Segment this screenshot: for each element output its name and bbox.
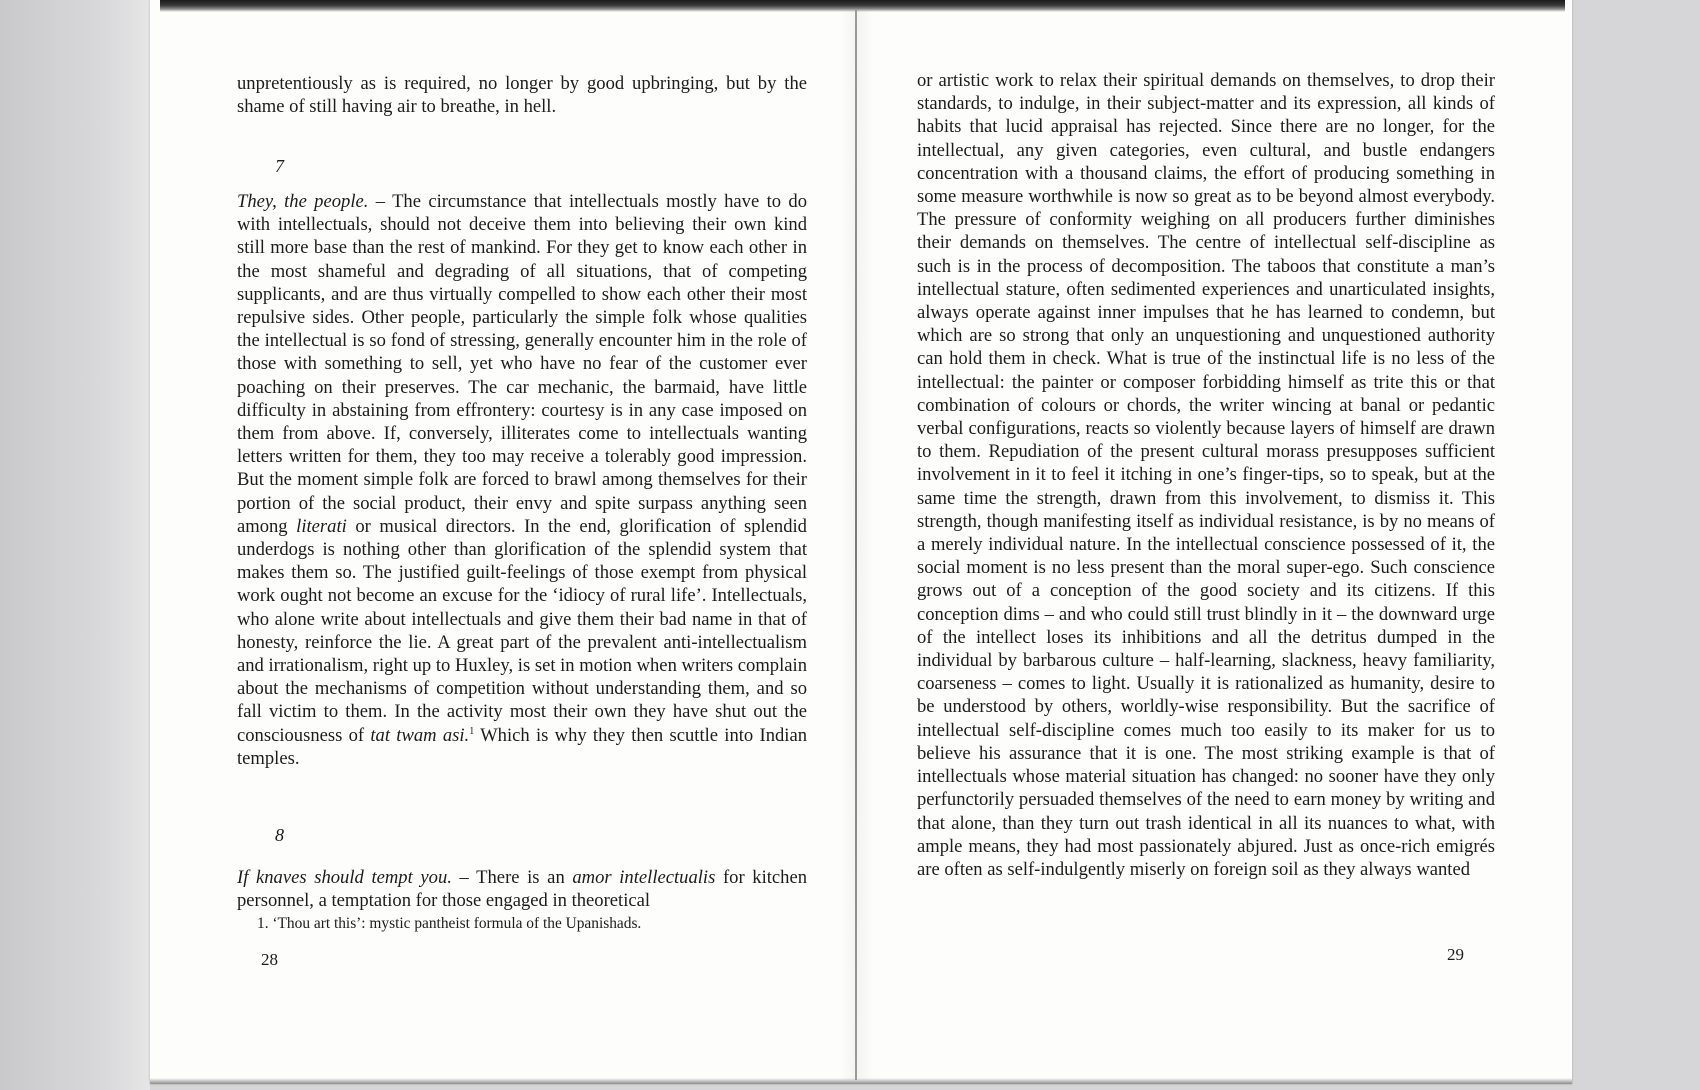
section-number-7: 7 <box>275 156 284 176</box>
footnote-reference: 1 <box>469 725 475 737</box>
section-7-body-part3: Which is why they then scuttle into Indian temples. <box>237 724 807 769</box>
section-7-dash: – <box>368 191 393 212</box>
section-7-paragraph <box>237 190 807 770</box>
left-page <box>237 0 807 1084</box>
footnote-marker: 1. <box>257 915 269 932</box>
footnote <box>257 915 807 933</box>
section-number-8: 8 <box>275 825 284 845</box>
right-paragraph: or artistic work to relax their spiritual demands on themselves, to drop their standards, to indulge, in their subject-matter and its expression, all kinds of habits that lucid appraisal has rejected. Since there are no longer, for the intellectual, any given categories, even cultural, and bustle endangers concentration with a thousand claims, the effort of producing something in some measure worthwhile is now so great as to be beyond almost everybody. The pressure of conformity weighing on all producers further diminishes their demands on themselves. The centre of intellectual self-discipline as such is in the process of decomposition. The taboos that constitute a man’s intellectual stature, often sedimented experiences and unarticulated insights, always operate against inner impulses that he has learned to condemn, but which are so strong that only an unquestioning and unquestioned authority can hold them in check. What is true of the instinctual life is no less of the intellectual: the painter or composer forbidding himself as trite this or that combination of colours or chords, the writer wincing at banal or pedantic verbal configurations, reacts so violently because layers of himself are drawn to them. Repudiation of the present cultural morass presupposes sufficient involvement in it to feel it itching in one’s finger-tips, so to speak, but at the same time the strength, drawn from this involvement, to dismiss it. This strength, though manifesting itself as individual resistance, is by no means of a merely individual nature. In the intellectual conscience possessed of it, the social moment is no less present than the moral super-ego. Such conscience grows out of a conception of the good society and its citizens. If this conception dims – and who could still trust blindly in it – the downward urge of the intellect loses its inhibitions and all the detritus dumped in the individual by barbarous culture – half-learning, slackness, heavy familiarity, coarseness – comes to light. Usually it is rationalized as humanity, desire to be understood by others, worldly-wise responsibility. But the sacrifice of intellectual self-discipline comes much too easily to its maker for us to believe his assurance that it is one. The most striking example is that of intellectuals whose material situation has changed: no sooner have they only perfunctorily persuaded themselves of the need to earn money by writing and that alone, than they turn out trash identical in all its nuances to what, with ample means, they had most passionately abjured. Just as once-rich emigrés are often as self-indulgently miserly on foreign soil as they always wanted <box>917 70 1495 880</box>
page-number-left: 28 <box>261 950 278 969</box>
right-page <box>917 0 1495 1084</box>
section-8-body-part1: There is an <box>476 867 573 888</box>
section-7-italic-literati: literati <box>296 515 347 537</box>
section-7-italic-tat-twam-asi: tat twam asi. <box>370 724 470 746</box>
page-number-right: 29 <box>1447 945 1464 964</box>
gutter-shadow <box>840 10 874 1080</box>
section-8-paragraph <box>237 866 807 912</box>
section-7-body-part2: or musical directors. In the end, glorification of splendid underdogs is nothing other than glorification of the splendid system that makes them so. The justified guilt-feelings of those exempt from physical work ought not become an excuse for the ‘idiocy of rural life’. Intellectuals, who alone write about intellectuals and give them their bad name in that of honesty, reinforce the lie. A great part of the prevalent anti-intellectualism and irrationalism, right up to Huxley, is set in motion when writers complain about the mechanisms of competition without understanding them, and so fall victim to them. In the activity most their own they have shut out the consciousness of <box>237 515 807 746</box>
scan-background-edge <box>0 0 150 1090</box>
section-8-dash: – <box>451 867 477 888</box>
left-top-paragraph: unpretentiously as is required, no longer by good upbringing, but by the shame of still having air to breathe, in hell. <box>237 73 807 118</box>
section-7-body-part1: The circumstance that intellectuals mostly have to do with intellectuals, should not deceive them into believing their own kind still more base than the rest of mankind. For they get to know each other in the most shameful and degrading of all situations, that of competing supplicants, and are thus virtually compelled to show each other their most repulsive sides. Other people, particularly the simple folk whose qualities the intellectual is so fond of stressing, generally encounter him in the role of those with something to sell, yet who have no fear of the customer ever poaching on their preserves. The car mechanic, the barmaid, have little difficulty in abstaining from effrontery: courtesy is in any case imposed on them from above. If, conversely, illiterates come to intellectuals wanting letters written for them, they too may receive a tolerably good impression. But the moment simple folk are forced to brawl among themselves for their portion of the social product, their envy and spite surpass anything seen among <box>237 191 807 537</box>
footnote-text: ‘Thou art this’: mystic pantheist formula of the Upanishads. <box>272 915 642 932</box>
book-spread <box>150 0 1572 1084</box>
section-8-body-part2: for kitchen personnel, a temptation for those engaged in theoretical <box>237 867 808 912</box>
section-7-title: They, the people. <box>237 191 369 212</box>
section-8-italic-amor: amor intellectualis <box>572 867 716 888</box>
book-gutter <box>855 10 857 1080</box>
section-8-title: If knaves should tempt you. <box>237 867 452 888</box>
